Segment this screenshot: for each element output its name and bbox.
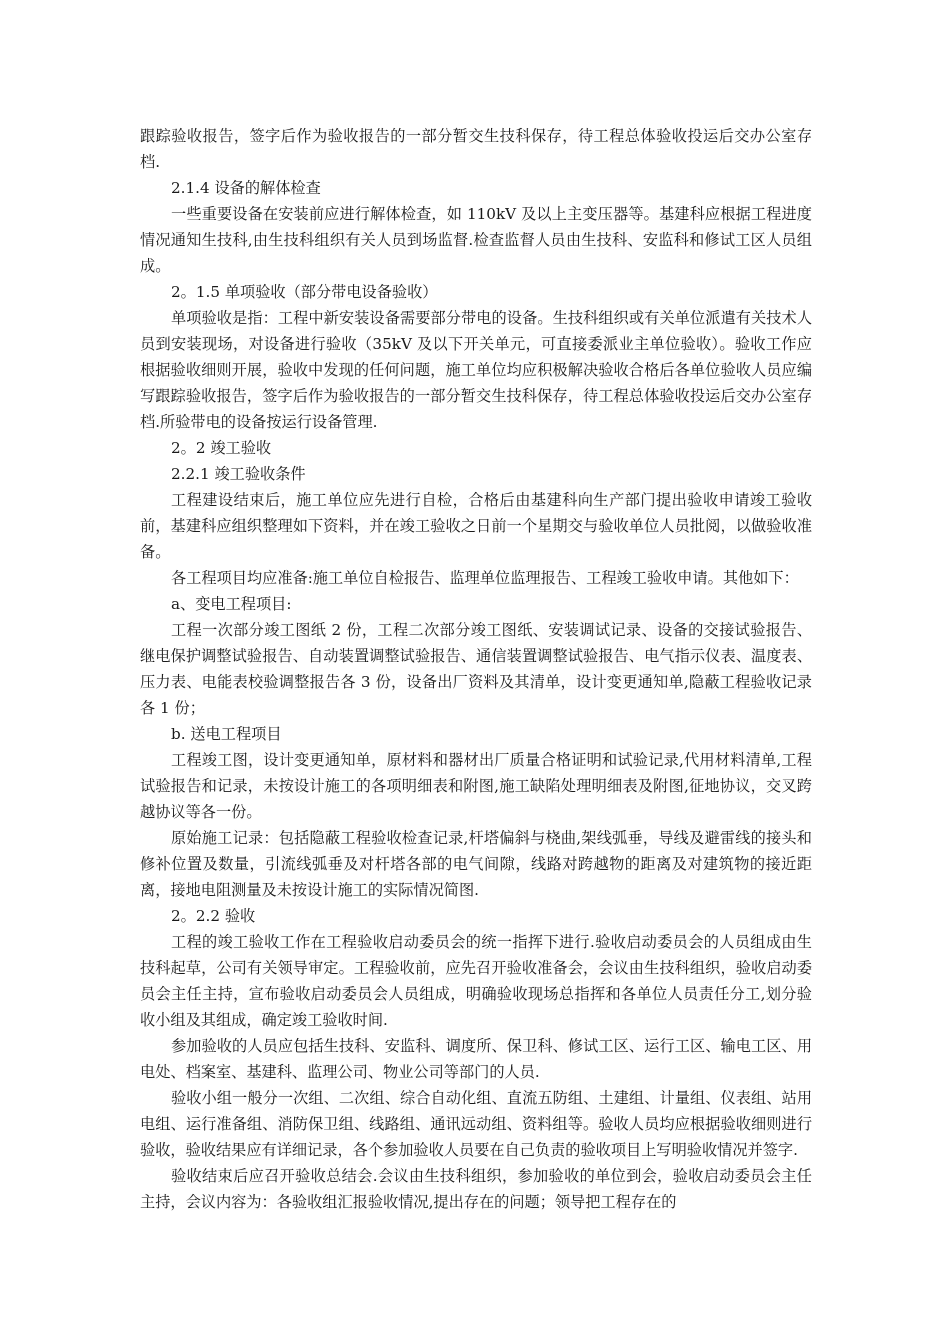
section-heading: 2。2.2 验收 — [171, 907, 256, 925]
paragraph: 跟踪验收报告，签字后作为验收报告的一部分暂交生技科保存，待工程总体验收投运后交办公室存档. — [140, 127, 812, 171]
section-heading: 2.1.4 设备的解体检查 — [171, 179, 321, 197]
paragraph: 工程一次部分竣工图纸 2 份，工程二次部分竣工图纸、安装调试记录、设备的交接试验报告、继电保护调整试验报告、自动装置调整试验报告、通信装置调整试验报告、电气指示仪表、温度表、压力表、电能表校验调整报告各 3 份，设备出厂资料及其清单，设计变更通知单,隐蔽工程验收记录各 1 份； — [140, 621, 812, 717]
section-heading: 2.2.1 竣工验收条件 — [171, 465, 306, 483]
paragraph: 一些重要设备在安装前应进行解体检查，如 110kV 及以上主变压器等。基建科应根据工程进度情况通知生技科,由生技科组织有关人员到场监督.检查监督人员由生技科、安监科和修试工区人员组成。 — [140, 205, 812, 275]
paragraph: 单项验收是指：工程中新安装设备需要部分带电的设备。生技科组织或有关单位派遣有关技术人员到安装现场，对设备进行验收（35kV 及以下开关单元，可直接委派业主单位验收）。验收工作应根据验收细则开展，验收中发现的任何问题，施工单位均应积极解决验收合格后各单位验收人员应编写跟踪验收报告，签字后作为验收报告的一部分暂交生技科保存，待工程总体验收投运后交办公室存档.所验带电的设备按运行设备管理. — [140, 309, 812, 431]
paragraph: 工程的竣工验收工作在工程验收启动委员会的统一指挥下进行.验收启动委员会的人员组成由生技科起草，公司有关领导审定。工程验收前，应先召开验收准备会，会议由生技科组织，验收启动委员会主任主持，宣布验收启动委员会人员组成，明确验收现场总指挥和各单位人员责任分工,划分验收小组及其组成，确定竣工验收时间. — [140, 933, 812, 1029]
paragraph: 参加验收的人员应包括生技科、安监科、调度所、保卫科、修试工区、运行工区、输电工区、用电处、档案室、基建科、监理公司、物业公司等部门的人员. — [140, 1037, 812, 1081]
paragraph: 验收结束后应召开验收总结会.会议由生技科组织，参加验收的单位到会，验收启动委员会主任主持，会议内容为：各验收组汇报验收情况,提出存在的问题；领导把工程存在的 — [140, 1167, 812, 1211]
paragraph: 原始施工记录：包括隐蔽工程验收检查记录,杆塔偏斜与桡曲,架线弧垂，导线及避雷线的接头和修补位置及数量，引流线弧垂及对杆塔各部的电气间隙，线路对跨越物的距离及对建筑物的接近距离，接地电阻测量及未按设计施工的实际情况简图. — [140, 829, 812, 899]
section-heading: b. 送电工程项目 — [171, 725, 282, 743]
section-heading: a、变电工程项目: — [171, 595, 292, 613]
section-heading: 2。1.5 单项验收（部分带电设备验收） — [171, 283, 438, 301]
paragraph: 验收小组一般分一次组、二次组、综合自动化组、直流五防组、土建组、计量组、仪表组、站用电组、运行准备组、消防保卫组、线路组、通讯远动组、资料组等。验收人员均应根据验收细则进行验收，验收结果应有详细记录，各个参加验收人员要在自己负责的验收项目上写明验收情况并签字. — [140, 1089, 812, 1159]
document-body — [140, 123, 812, 1215]
paragraph: 各工程项目均应准备:施工单位自检报告、监理单位监理报告、工程竣工验收申请。其他如下： — [171, 569, 799, 587]
paragraph: 工程竣工图，设计变更通知单，原材料和器材出厂质量合格证明和试验记录,代用材料清单,工程试验报告和记录，未按设计施工的各项明细表和附图,施工缺陷处理明细表及附图,征地协议，交叉跨越协议等各一份。 — [140, 751, 812, 821]
section-heading: 2。2 竣工验收 — [171, 439, 272, 457]
paragraph: 工程建设结束后，施工单位应先进行自检，合格后由基建科向生产部门提出验收申请竣工验收前，基建科应组织整理如下资料，并在竣工验收之日前一个星期交与验收单位人员批阅，以做验收准备。 — [140, 491, 812, 561]
